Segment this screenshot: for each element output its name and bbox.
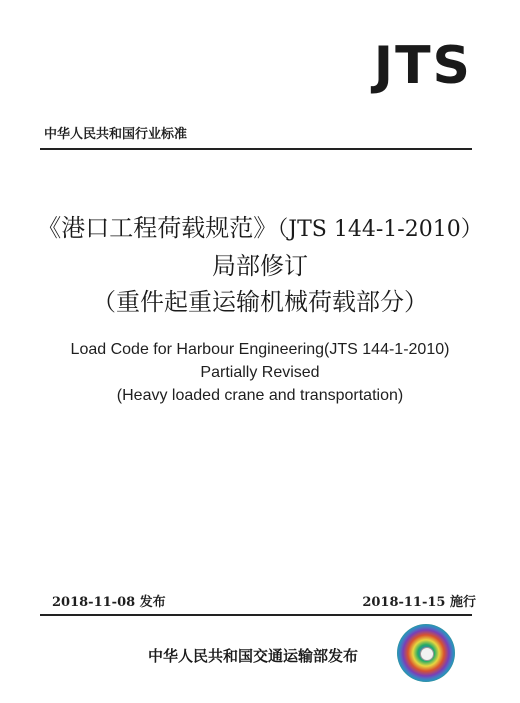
title-code: （JTS 144-1-2010） <box>277 217 483 242</box>
effective-date: 2018-11-15 施行 <box>362 595 476 610</box>
issue-date: 2018-11-08 发布 <box>52 595 166 610</box>
english-title-line-1: Load Code for Harbour Engineering(JTS 144-1-2010) <box>70 341 450 358</box>
english-title-line-3: (Heavy loaded crane and transportation) <box>116 387 404 404</box>
title-line-3: （重件起重运输机械荷载部分） <box>92 288 428 316</box>
jts-logo: JTS <box>373 36 472 96</box>
standard-category: 中华人民共和国行业标准 <box>44 127 188 142</box>
title-line-2: 局部修订 <box>212 252 308 280</box>
english-title <box>0 338 520 407</box>
chinese-title <box>0 210 520 320</box>
hologram-seal-icon <box>397 624 455 682</box>
publisher: 中华人民共和国交通运输部发布 <box>148 647 359 665</box>
title-name: 《港口工程荷载规范》 <box>37 214 278 242</box>
title-line-1 <box>0 210 520 248</box>
english-title-line-2: Partially Revised <box>200 364 320 381</box>
bottom-divider <box>40 614 472 616</box>
top-divider <box>40 148 472 150</box>
